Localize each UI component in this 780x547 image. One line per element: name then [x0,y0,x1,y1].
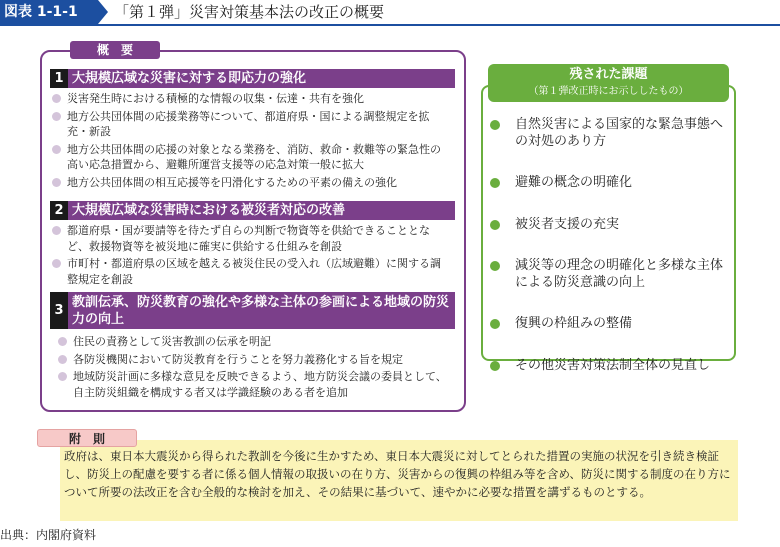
section-3-number: 3 [50,292,68,329]
section-1-title: 大規模広域な災害に対する即応力の強化 [72,71,307,86]
section-1-heading [50,69,455,88]
list-item: 都道府県・国が要請等を待たず自らの判断で物資等を供給できることとなど、救援物資等を被災地に確実に供給する仕組みを創設 [50,223,445,254]
overview-label: 概 要 [70,41,160,59]
bullet-icon [52,145,61,154]
bullet-icon [490,319,500,329]
supplementary-text: 政府は、東日本大震災から得られた教訓を今後に生かすため、東日本大震災に対してとられた措置の実施の状況を引き続き検証し、防災上の配慮を要する者に係る個人情報の取扱いの在り方、災害からの復興の枠組み等を含め、防災に関する制度の在り方について所要の法改正を含む全般的な検討を加え、その結果に基づいて、速やかに必要な措置を講ずるものとする。 [64,449,731,499]
bullet-icon [52,178,61,187]
issues-subtitle: （第１弾改正時にお示ししたもの） [528,86,689,97]
bullet-icon [52,226,61,235]
list-item: 避難の概念の明確化 [489,174,729,191]
list-item: 復興の枠組みの整備 [489,315,729,332]
list-item: 各防災機関において防災教育を行うことを努力義務化する旨を規定 [56,352,451,368]
section-2-title: 大規模広域な災害時における被災者対応の改善 [72,203,346,218]
section-2-heading [50,201,455,220]
section-1-number: 1 [50,69,68,88]
bullet-icon [52,94,61,103]
list-item: 災害発生時における積極的な情報の収集・伝達・共有を強化 [50,91,445,107]
figure-header [0,0,780,26]
bullet-icon [58,337,67,346]
issues-heading [488,64,729,102]
bullet-icon [58,355,67,364]
list-item: 市町村・都道府県の区域を越える被災住民の受入れ（広域避難）に関する調整規定を創設 [50,256,445,287]
bullet-icon [490,220,500,230]
section-1-items [50,91,445,192]
bullet-icon [52,112,61,121]
source-note: 出典：内閣府資料 [0,528,97,542]
bullet-icon [52,259,61,268]
bullet-icon [490,120,500,130]
list-item: 減災等の理念の明確化と多様な主体による防災意識の向上 [489,257,729,291]
issues-title: 残された課題 [569,67,648,82]
section-2-number: 2 [50,201,68,220]
section-3-heading [50,292,455,329]
issues-list [489,116,729,374]
list-item: 被災者支援の充実 [489,216,729,233]
section-3-items [56,334,451,402]
bullet-icon [490,178,500,188]
figure-tag-arrow-icon [98,0,108,24]
figure-title: 「第１弾」災害対策基本法の改正の概要 [114,3,385,21]
list-item: 地方公共団体間の応援の対象となる業務を、消防、救命・救難等の緊急性の高い応急措置から、避難所運営支援等の応急対策一般に拡大 [50,142,445,173]
list-item: 地方公共団体間の相互応援等を円滑化するための平素の備えの強化 [50,175,445,191]
bullet-icon [490,361,500,371]
list-item: 住民の責務として災害教訓の伝承を明記 [56,334,451,350]
section-3-title: 教訓伝承、防災教育の強化や多様な主体の参画による地域の防災力の向上 [72,295,450,327]
bullet-icon [490,261,500,271]
list-item: 地域防災計画に多様な意見を反映できるよう、地方防災会議の委員として、自主防災組織を構成する者又は学識経験のある者を追加 [56,369,451,400]
figure-number-tag: 図表 1-1-1 [0,0,98,24]
bullet-icon [58,372,67,381]
section-2-items [50,223,445,289]
list-item: 自然災害による国家的な緊急事態への対処のあり方 [489,116,729,150]
supplementary-label: 附 則 [37,429,137,447]
list-item: その他災害対策法制全体の見直し [489,357,729,374]
list-item: 地方公共団体間の応援業務等について、都道府県・国による調整規定を拡充・新設 [50,109,445,140]
